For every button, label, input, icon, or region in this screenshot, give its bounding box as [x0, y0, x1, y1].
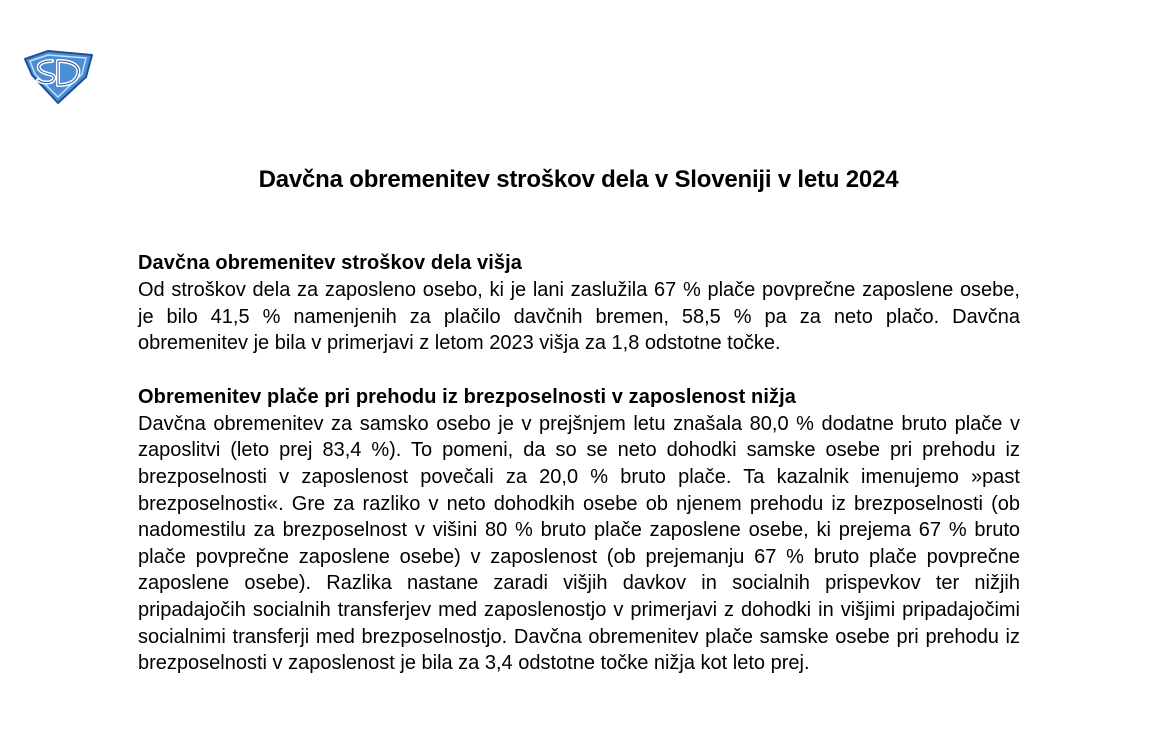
section-heading: Davčna obremenitev stroškov dela višja — [138, 252, 522, 274]
section-paragraph: Od stroškov dela za zaposleno osebo, ki je lani zaslužila 67 % plače povprečne zaposlene osebe, je bilo 41,5 % namenjenih za plačilo davčnih bremen, 58,5 % pa za neto plačo. Davčna obremenitev je bila v primerjavi z letom 2023 višja za 1,8 odstotne točke. — [138, 279, 1020, 355]
sd-logo — [22, 47, 96, 105]
sd-shield-logo-icon — [22, 47, 96, 105]
section-paragraph: Davčna obremenitev za samsko osebo je v prejšnjem letu znašala 80,0 % dodatne bruto plače v zaposlitvi (leto prej 83,4 %). To pomeni, da so se neto dohodki samske osebe pri prehodu iz brezposelnosti v zaposlenost povečali za 20,0 % bruto plače. Ta kazalnik imenujemo »past brezposelnosti«. Gre za razliko v neto dohodkih osebe ob njenem prehodu iz brezposelnosti (ob nadomestilu za brezposelnost v višini 80 % bruto plače zaposlene osebe, ki prejema 67 % bruto plače povprečne zaposlene osebe) v zaposlenost (ob prejemanju 67 % bruto plače povprečne zaposlene osebe). Razlika nastane zaradi višjih davkov in socialnih prispevkov ter nižjih pripadajočih socialnih transferjev med zaposlenostjo v primerjavi z dohodki in višjimi pripadajočimi socialnimi transferji med brezposelnostjo. Davčna obremenitev plače samske osebe pri prehodu iz brezposelnosti v zaposlenost je bila za 3,4 odstotne točke nižja kot leto prej. — [138, 412, 1020, 675]
section-heading: Obremenitev plače pri prehodu iz brezposelnosti v zaposlenost nižja — [138, 385, 796, 408]
section-labor-cost-burden — [138, 250, 1020, 357]
document-title: Davčna obremenitev stroškov dela v Sloveniji v letu 2024 — [258, 166, 899, 193]
document-body — [138, 250, 1020, 704]
section-unemployment-trap — [138, 384, 1020, 677]
